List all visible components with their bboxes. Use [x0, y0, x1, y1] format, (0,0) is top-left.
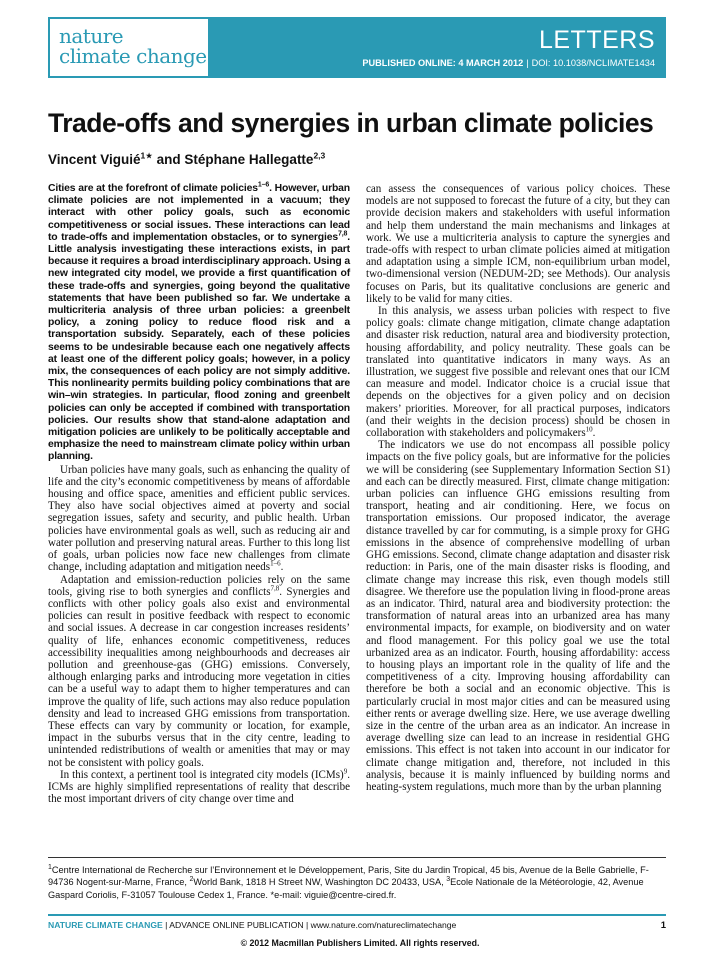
body-paragraph: In this analysis, we assess urban policies with respect to five policy goals: climate change mitigation, climate change adaptation and disaster risk reduction, natural area and biodiversity protection, housing affordability, and policy neutrality. These goals can be translated into quantitative indicators in many ways. As an illustration, we suggest five possible and relevant ones that our ICM can measure and model. Indicator choice is a crucial issue that depends on the objectives for a given policy and on decision makers’ priorities. Moreover, for all practical purposes, indicators (and their weights in the decision process) should be chosen in collaboration with stakeholders and policymakers$^{10}$.: [366, 305, 670, 440]
citation-ref: 7,8: [337, 230, 348, 238]
body-paragraph: Adaptation and emission-reduction policies rely on the same tools, giving rise to both synergies and conflicts$^{7,8}$. Synergies and conflicts with other policy goals also exist and environmental policies can result in positive feedback with respect to economic and social issues. A decrease in car congestion increases residents’ quality of life, enhances economic competitiveness, reduces accessibility inequalities among neighbourhoods and decreases air pollution and greenhouse-gas (GHG) emissions. Conversely, although enlarging parks and introducing more vegetation in cities can be a useful way to adapt them to higher temperatures and can improve the quality of life, such actions may also reduce population density and lead to increased GHG emissions from transportation. These effects can vary by community or location, for example, impact in the suburbs versus that in the city centre, leading to unintended redistributions of wealth or amenities that may or may not be consistent with policy goals.: [48, 573, 350, 769]
citation-ref: 1–6: [270, 559, 281, 568]
pub-separator: |: [526, 58, 529, 68]
footer-journal: NATURE CLIMATE CHANGE: [48, 920, 163, 930]
author-2-affil: 2,3: [313, 150, 326, 161]
page-footer: [48, 920, 666, 930]
publication-line: [362, 58, 655, 68]
citation-ref: 2: [189, 876, 194, 884]
logo-line-2: climate change: [59, 44, 207, 68]
body-paragraph: In this context, a pertinent tool is integrated city models (ICMs)$^9$. ICMs are highly simplified representations of reality that describe the most important drivers of city change over time and: [48, 767, 350, 806]
left-column: [48, 183, 350, 805]
logo-line-1: nature: [59, 24, 124, 48]
citation-ref: 10: [585, 425, 593, 434]
citation-ref: 1–6: [257, 181, 270, 189]
footnote-divider: [48, 857, 666, 858]
author-1: Vincent Viguié: [48, 152, 141, 167]
page-number: 1: [660, 920, 666, 931]
author-2: Stéphane Hallegatte: [184, 152, 314, 167]
affiliations-footnote: $^1$Centre International de Recherche sur l’Environnement et le Développement, Paris, Site du Jardin Tropical, 45 bis, Avenue de la Belle Gabrielle, F-94736 Nogent-sur-Marne, France, $^2$World Bank, 1818 H Street NW, Washington DC 20433, USA, $^3$Ecole Nationale de la Météorologie, 42, Avenue Gaspard Coriolis, F-31057 Toulouse Cedex 1, France. *e-mail: viguie@centre-cired.fr.: [48, 863, 649, 900]
doi: DOI: 10.1038/NCLIMATE1434: [531, 58, 655, 68]
body-paragraph: The indicators we use do not encompass all possible policy impacts on the five policy goals, but are informative for the policies we will be considering (see Supplementary Information Section S1) and each can be directly measured. First, climate change mitigation: urban policies can influence GHG emissions resulting from transport, heating and air conditioning. Here, we focus on transportation emissions. Our proposed indicator, the average distance travelled by car for commuting, is a simple proxy for GHG emissions in the absence of comprehensive modelling of urban GHG emissions. Second, climate change adaptation and disaster risk reduction: in Paris, one of the main disaster risks is flooding, and climate change may increase this risk, even though models still disagree. We therefore use the population living in flood-prone areas as an indicator. Third, natural area and biodiversity protection: the transformation of natural areas into an urbanized area has many environmental impacts, for example, on biodiversity and on water and flood management. For this policy goal we use the total urbanized area as an indicator. Fourth, housing affordability: access to housing plays an important role in the quality of life and the competitiveness of a city. Improving housing affordability can therefore be both a social and an economic objective. This is particularly crucial in most major cities and can be measured using either rents or average dwelling size. Here, we use average dwelling size in the centre of the urban area as an indicator. An increase in average dwelling size can lead to an increase in residential GHG emissions. This effect is not taken into account in our indicator for climate change mitigation and, therefore, not included in this analysis, because it is mainly influenced by building norms and heating-system regulations, much more than by the urban planning: [366, 439, 670, 793]
citation-ref: 9: [343, 767, 348, 776]
citation-ref: 3: [446, 876, 451, 884]
footer-info: | ADVANCE ONLINE PUBLICATION | www.nature.com/natureclimatechange: [162, 920, 457, 930]
author-1-affil: 1★: [140, 150, 153, 161]
footer-divider: [48, 914, 666, 916]
author-line: [48, 152, 325, 167]
body-paragraph: Urban policies have many goals, such as enhancing the quality of life and the city’s economic competitiveness by means of affordable housing and office space, amenities and efficient public services. They also have social objectives aimed at poverty and social segregation issues, safety and security, and public health. Urban policies have environmental goals as well, such as reducing air and water pollution and preserving natural areas. Further to this long list of goals, urban policies now face new challenges from climate change, including adaptation and mitigation needs$^{1-6}$.: [48, 463, 350, 574]
citation-ref: 1: [48, 863, 52, 871]
body-paragraph: can assess the consequences of various policy choices. These models are not supposed to forecast the future of a city, but they can provide decision makers and stakeholders with useful information and help them understand the main mechanisms and linkages at work. We use a multicriteria analysis to capture the synergies and trade-offs with respect to urban climate policies aimed at mitigation and adaptation using a simple ICM, non-equilibrium urban model, two-dimensional version (NEDUM-2D; see Methods). Our analysis focuses on Paris, but its qualitative conclusions are generic and likely to be valid for many cities.: [366, 183, 671, 305]
journal-logo: [48, 17, 210, 78]
author-and: and: [152, 152, 185, 167]
article-title: Trade-offs and synergies in urban climate policies: [48, 108, 654, 138]
section-label: LETTERS: [538, 26, 655, 54]
copyright: © 2012 Macmillan Publishers Limited. All rights reserved.: [240, 938, 480, 948]
citation-ref: 7,8: [270, 584, 280, 593]
abstract: Cities are at the forefront of climate policies$^{1-6}$. However, urban climate policies are not implemented in a vacuum; they interact with other policy goals, such as economic competitiveness or social issues. These interactions can lead to trade-offs and implementation obstacles, or to synergies$^{7,8}$. Little analysis investigating these interactions exists, in part because it requires a broad interdisciplinary approach. Using a new integrated city model, we provide a first quantification of these trade-offs and synergies, going beyond the qualitative statements that have been published so far. We undertake a multicriteria analysis of three urban policies: a greenbelt policy, a zoning policy to reduce flood risk and a transportation subsidy. Separately, each of these policies seems to be undesirable because each one negatively affects at least one of the different policy goals; however, in a policy mix, the consequences of each policy are not simply additive. This nonlinearity permits building policy combinations that are win–win strategies. In particular, flood zoning and greenbelt policies can only be accepted if combined with transportation policies. Our results show that stand-alone adaptation and mitigation policies are unlikely to be politically acceptable and emphasize the need to mainstream climate policy within urban planning.: [48, 181, 350, 463]
journal-masthead: [48, 17, 666, 78]
published-date: PUBLISHED ONLINE: 4 MARCH 2012: [362, 58, 524, 68]
right-column: [366, 183, 670, 793]
